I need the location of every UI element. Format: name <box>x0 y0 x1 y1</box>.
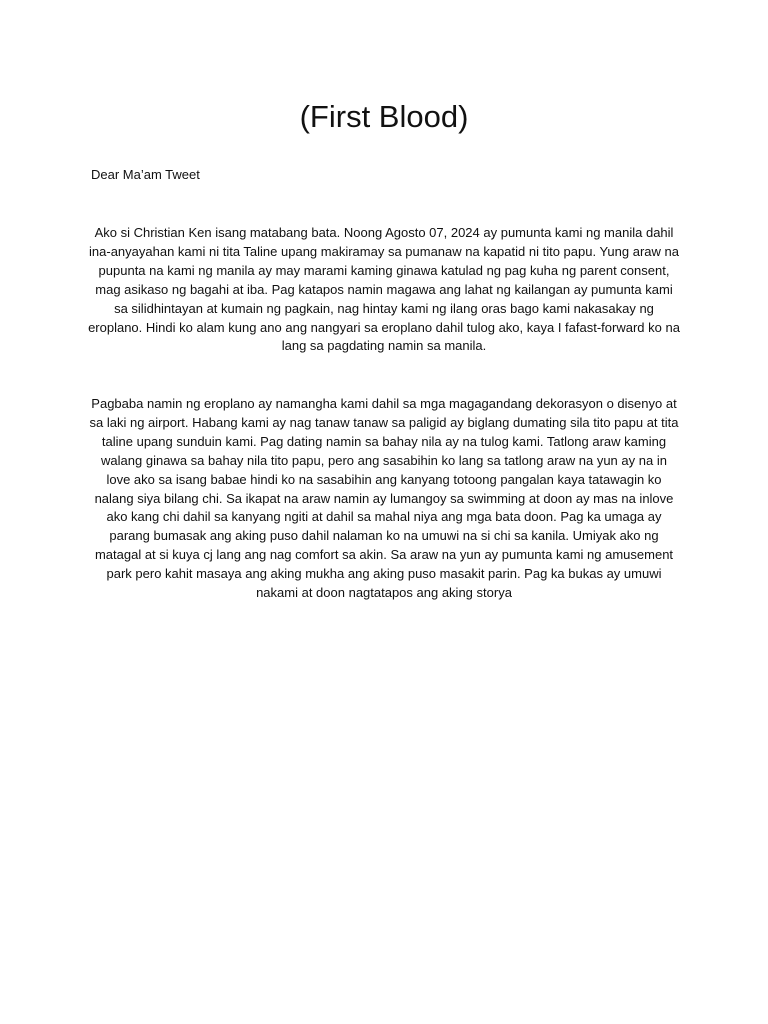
paragraph-1: Ako si Christian Ken isang matabang bata. Noong Agosto 07, 2024 ay pumunta kami ng manila dahil ina-anyayahan kami ni tita Taline upang makiramay sa pumanaw na kapatid ni tito papu. Yung araw na pupunta na kami ng manila ay may marami kaming ginawa katulad ng pag kuha ng parent consent, mag asikaso ng bagahi at iba. Pag katapos namin magawa ang lahat ng kailangan ay pumunta kami sa silidhintayan at kumain ng pagkain, nag hintay kami ng ilang oras bago kami nakasakay ng eroplano. Hindi ko alam kung ano ang nangyari sa eroplano dahil tulog ako, kaya I fafast-forward ko na lang sa pagdating namin sa manila. <box>88 225 680 354</box>
document-title: (First Blood) <box>299 99 469 134</box>
salutation: Dear Ma’am Tweet <box>91 167 200 182</box>
paragraph-2: Pagbaba namin ng eroplano ay namangha kami dahil sa mga magagandang dekorasyon o disenyo at sa laki ng airport. Habang kami ay nag tanaw tanaw sa paligid ay biglang dumating sila tito papu at tita taline upang sunduin kami. Pag dating namin sa bahay nila ay na tulog kami. Tatlong araw kaming walang ginawa sa bahay nila tito papu, pero ang sasabihin ko lang sa tatlong araw na yun ay na in love ako sa isang babae hindi ko na sasabihin ang kanyang totoong pangalan kaya tatawagin ko nalang siya bilang chi. Sa ikapat na araw namin ay lumangoy sa swimming at doon ay mas na inlove ako kang chi dahil sa kanyang ngiti at dahil sa mahal niya ang mga bata doon. Pag ka umaga ay parang bumasak ang aking puso dahil nalaman ko na umuwi na si chi sa kanila. Umiyak ako ng matagal at si kuya cj lang ang nag comfort sa akin. Sa araw na yun ay pumunta kami ng amusement park pero kahit masaya ang aking mukha ang aking puso masakit parin. Pag ka bukas ay umuwi nakami at doon nagtatapos ang aking storya <box>89 396 679 601</box>
